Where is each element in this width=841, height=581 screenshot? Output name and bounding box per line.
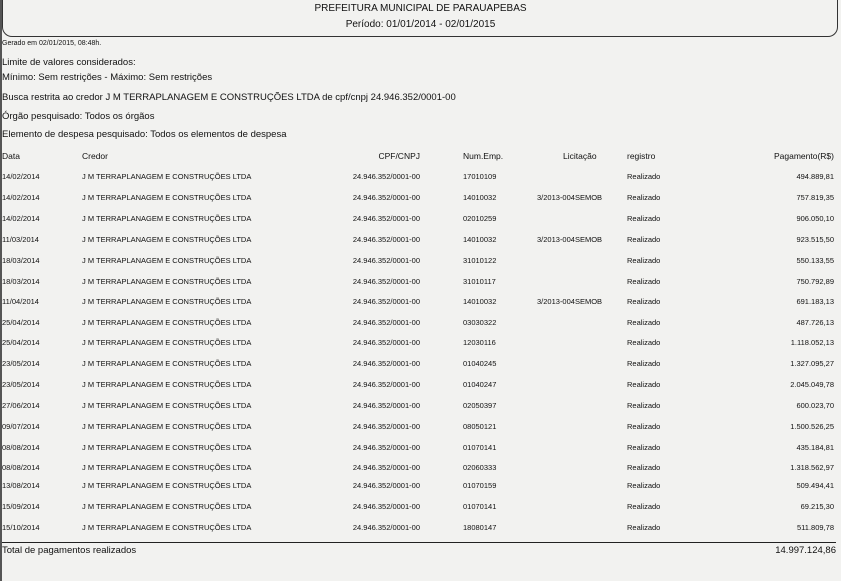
cell-pagamento: 487.726,13 bbox=[796, 318, 834, 327]
cell-pagamento: 1.118.052,13 bbox=[790, 338, 834, 347]
cell-numemp: 14010032 bbox=[463, 297, 497, 306]
cell-credor: J M TERRAPLANAGEM E CONSTRUÇÕES LTDA bbox=[82, 380, 252, 389]
table-row bbox=[0, 172, 841, 184]
table-row bbox=[0, 297, 841, 309]
cell-registro: Realizado bbox=[627, 481, 661, 490]
cell-registro: Realizado bbox=[627, 523, 661, 532]
cell-date: 23/05/2014 bbox=[2, 359, 40, 368]
cell-numemp: 01070159 bbox=[463, 481, 497, 490]
cell-licitacao: 3/2013-004SEMOB bbox=[537, 193, 603, 202]
cell-cpf: 24.946.352/0001-00 bbox=[352, 422, 420, 431]
cell-credor: J M TERRAPLANAGEM E CONSTRUÇÕES LTDA bbox=[82, 422, 252, 431]
cell-numemp: 14010032 bbox=[463, 193, 497, 202]
cell-date: 11/04/2014 bbox=[2, 297, 39, 306]
elemento: Elemento de despesa pesquisado: Todos os elementos de despesa bbox=[2, 129, 287, 140]
cell-cpf: 24.946.352/0001-00 bbox=[352, 235, 420, 244]
cell-date: 15/10/2014 bbox=[2, 523, 40, 532]
cell-date: 27/06/2014 bbox=[2, 401, 40, 410]
cell-date: 18/03/2014 bbox=[2, 256, 40, 265]
cell-credor: J M TERRAPLANAGEM E CONSTRUÇÕES LTDA bbox=[82, 277, 252, 286]
cell-cpf: 24.946.352/0001-00 bbox=[352, 443, 420, 452]
cell-date: 13/08/2014 bbox=[2, 481, 40, 490]
cell-numemp: 01040245 bbox=[463, 359, 497, 368]
cell-pagamento: 550.133,55 bbox=[796, 256, 834, 265]
cell-cpf: 24.946.352/0001-00 bbox=[352, 297, 420, 306]
table-row bbox=[0, 422, 841, 434]
cell-licitacao: 3/2013-004SEMOB bbox=[537, 297, 603, 306]
cell-credor: J M TERRAPLANAGEM E CONSTRUÇÕES LTDA bbox=[82, 193, 252, 202]
col-numemp: Num.Emp. bbox=[463, 151, 504, 161]
cell-pagamento: 435.184,81 bbox=[796, 443, 834, 452]
report-period: Período: 01/01/2014 - 02/01/2015 bbox=[345, 19, 496, 30]
table-row bbox=[0, 443, 841, 455]
cell-cpf: 24.946.352/0001-00 bbox=[352, 193, 420, 202]
cell-cpf: 24.946.352/0001-00 bbox=[352, 463, 420, 472]
cell-credor: J M TERRAPLANAGEM E CONSTRUÇÕES LTDA bbox=[82, 463, 252, 472]
cell-date: 14/02/2014 bbox=[2, 172, 40, 181]
cell-date: 25/04/2014 bbox=[2, 338, 40, 347]
report-title: PREFEITURA MUNICIPAL DE PARAUAPEBAS bbox=[314, 3, 527, 14]
table-row bbox=[0, 523, 841, 535]
cell-registro: Realizado bbox=[627, 463, 661, 472]
cell-registro: Realizado bbox=[627, 422, 661, 431]
cell-cpf: 24.946.352/0001-00 bbox=[352, 214, 420, 223]
cell-numemp: 31010122 bbox=[463, 256, 497, 265]
cell-pagamento: 494.889,81 bbox=[796, 172, 834, 181]
cell-registro: Realizado bbox=[627, 256, 661, 265]
cell-date: 25/04/2014 bbox=[2, 318, 40, 327]
cell-pagamento: 1.500.526,25 bbox=[790, 422, 834, 431]
cell-numemp: 02050397 bbox=[463, 401, 497, 410]
cell-registro: Realizado bbox=[627, 172, 661, 181]
cell-cpf: 24.946.352/0001-00 bbox=[352, 380, 420, 389]
cell-numemp: 01070141 bbox=[463, 502, 497, 511]
table-row bbox=[0, 318, 841, 330]
cell-cpf: 24.946.352/0001-00 bbox=[352, 359, 420, 368]
table-row bbox=[0, 502, 841, 514]
cell-credor: J M TERRAPLANAGEM E CONSTRUÇÕES LTDA bbox=[82, 297, 252, 306]
cell-numemp: 08050121 bbox=[463, 422, 497, 431]
cell-cpf: 24.946.352/0001-00 bbox=[352, 481, 420, 490]
cell-cpf: 24.946.352/0001-00 bbox=[352, 172, 420, 181]
cell-credor: J M TERRAPLANAGEM E CONSTRUÇÕES LTDA bbox=[82, 214, 252, 223]
table-header bbox=[0, 151, 841, 163]
table-row bbox=[0, 338, 841, 350]
limit-label: Limite de valores considerados: bbox=[2, 57, 136, 68]
cell-credor: J M TERRAPLANAGEM E CONSTRUÇÕES LTDA bbox=[82, 256, 252, 265]
cell-numemp: 02010259 bbox=[463, 214, 497, 223]
col-pagamento: Pagamento(R$) bbox=[773, 151, 834, 161]
cell-licitacao: 3/2013-004SEMOB bbox=[537, 235, 603, 244]
total-label: Total de pagamentos realizados bbox=[2, 545, 137, 556]
cell-credor: J M TERRAPLANAGEM E CONSTRUÇÕES LTDA bbox=[82, 172, 252, 181]
cell-credor: J M TERRAPLANAGEM E CONSTRUÇÕES LTDA bbox=[82, 481, 252, 490]
table-row bbox=[0, 235, 841, 247]
table-row bbox=[0, 256, 841, 268]
min-max: Mínimo: Sem restrições - Máximo: Sem restrições bbox=[2, 72, 213, 83]
cell-date: 14/02/2014 bbox=[2, 193, 40, 202]
cell-cpf: 24.946.352/0001-00 bbox=[352, 401, 420, 410]
cell-pagamento: 2.045.049,78 bbox=[790, 380, 834, 389]
total-value: 14.997.124,86 bbox=[775, 545, 836, 556]
col-data: Data bbox=[2, 151, 20, 161]
cell-numemp: 18080147 bbox=[463, 523, 497, 532]
total-divider bbox=[2, 542, 836, 543]
cell-registro: Realizado bbox=[627, 380, 661, 389]
cell-registro: Realizado bbox=[627, 193, 661, 202]
cell-numemp: 01040247 bbox=[463, 380, 497, 389]
cell-date: 18/03/2014 bbox=[2, 277, 40, 286]
cell-numemp: 17010109 bbox=[463, 172, 497, 181]
table-row bbox=[0, 481, 841, 493]
table-row bbox=[0, 463, 841, 475]
cell-cpf: 24.946.352/0001-00 bbox=[352, 318, 420, 327]
table-row bbox=[0, 277, 841, 289]
cell-cpf: 24.946.352/0001-00 bbox=[352, 523, 420, 532]
cell-pagamento: 69.215,30 bbox=[800, 502, 834, 511]
cell-cpf: 24.946.352/0001-00 bbox=[352, 277, 420, 286]
cell-numemp: 03030322 bbox=[463, 318, 497, 327]
cell-pagamento: 923.515,50 bbox=[796, 235, 834, 244]
cell-numemp: 02060333 bbox=[463, 463, 497, 472]
cell-date: 15/09/2014 bbox=[2, 502, 40, 511]
cell-credor: J M TERRAPLANAGEM E CONSTRUÇÕES LTDA bbox=[82, 359, 252, 368]
cell-numemp: 01070141 bbox=[463, 443, 497, 452]
cell-registro: Realizado bbox=[627, 297, 661, 306]
cell-date: 11/03/2014 bbox=[2, 235, 39, 244]
cell-date: 23/05/2014 bbox=[2, 380, 40, 389]
cell-numemp: 31010117 bbox=[463, 277, 496, 286]
cell-credor: J M TERRAPLANAGEM E CONSTRUÇÕES LTDA bbox=[82, 401, 252, 410]
cell-pagamento: 509.494,41 bbox=[796, 481, 834, 490]
cell-registro: Realizado bbox=[627, 401, 661, 410]
cell-date: 08/08/2014 bbox=[2, 443, 40, 452]
table-row bbox=[0, 193, 841, 205]
cell-credor: J M TERRAPLANAGEM E CONSTRUÇÕES LTDA bbox=[82, 443, 252, 452]
col-licitacao: Licitação bbox=[563, 151, 597, 161]
cell-credor: J M TERRAPLANAGEM E CONSTRUÇÕES LTDA bbox=[82, 502, 252, 511]
cell-pagamento: 1.318.562,97 bbox=[790, 463, 834, 472]
orgao: Órgão pesquisado: Todos os órgãos bbox=[2, 111, 155, 122]
cell-registro: Realizado bbox=[627, 502, 661, 511]
cell-pagamento: 600.023,70 bbox=[796, 401, 834, 410]
cell-registro: Realizado bbox=[627, 338, 661, 347]
cell-date: 14/02/2014 bbox=[2, 214, 40, 223]
cell-date: 09/07/2014 bbox=[2, 422, 40, 431]
cell-pagamento: 906.050,10 bbox=[796, 214, 834, 223]
cell-cpf: 24.946.352/0001-00 bbox=[352, 502, 420, 511]
col-registro: registro bbox=[627, 151, 656, 161]
left-border bbox=[0, 0, 2, 581]
cell-credor: J M TERRAPLANAGEM E CONSTRUÇÕES LTDA bbox=[82, 318, 252, 327]
table-row bbox=[0, 401, 841, 413]
col-cpf: CPF/CNPJ bbox=[378, 151, 420, 161]
cell-credor: J M TERRAPLANAGEM E CONSTRUÇÕES LTDA bbox=[82, 338, 252, 347]
cell-registro: Realizado bbox=[627, 318, 661, 327]
cell-pagamento: 691.183,13 bbox=[796, 297, 834, 306]
cell-pagamento: 511.809,78 bbox=[797, 523, 834, 532]
table-row bbox=[0, 214, 841, 226]
cell-registro: Realizado bbox=[627, 277, 661, 286]
cell-pagamento: 1.327.095,27 bbox=[790, 359, 834, 368]
cell-credor: J M TERRAPLANAGEM E CONSTRUÇÕES LTDA bbox=[82, 235, 252, 244]
cell-pagamento: 750.792,89 bbox=[796, 277, 834, 286]
col-credor: Credor bbox=[82, 151, 108, 161]
search-restriction: Busca restrita ao credor J M TERRAPLANAGEM E CONSTRUÇÕES LTDA de cpf/cnpj 24.946.352/0001-00 bbox=[2, 92, 456, 103]
cell-registro: Realizado bbox=[627, 359, 661, 368]
cell-numemp: 14010032 bbox=[463, 235, 497, 244]
cell-registro: Realizado bbox=[627, 235, 661, 244]
cell-numemp: 12030116 bbox=[463, 338, 496, 347]
generated-at: Gerado em 02/01/2015, 08:48h. bbox=[2, 40, 102, 47]
cell-pagamento: 757.819,35 bbox=[796, 193, 834, 202]
cell-registro: Realizado bbox=[627, 443, 661, 452]
table-row bbox=[0, 359, 841, 371]
cell-registro: Realizado bbox=[627, 214, 661, 223]
cell-cpf: 24.946.352/0001-00 bbox=[352, 338, 420, 347]
cell-date: 08/08/2014 bbox=[2, 463, 40, 472]
table-row bbox=[0, 380, 841, 392]
cell-cpf: 24.946.352/0001-00 bbox=[352, 256, 420, 265]
cell-credor: J M TERRAPLANAGEM E CONSTRUÇÕES LTDA bbox=[82, 523, 252, 532]
